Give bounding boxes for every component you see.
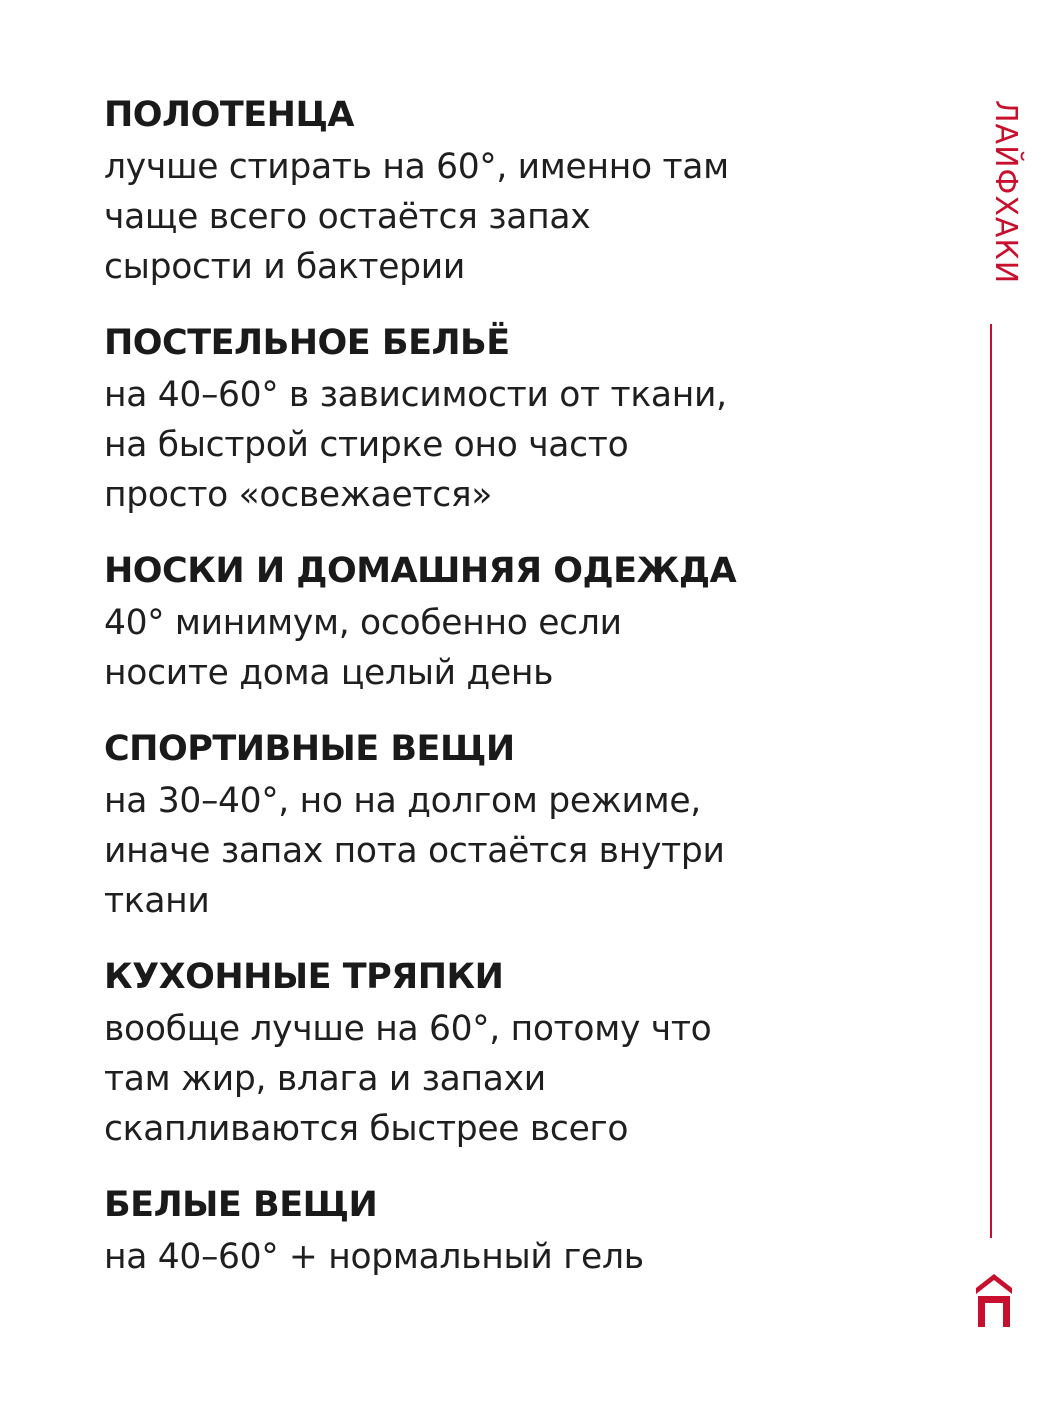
section-bed-linen — [104, 316, 924, 520]
section-text-line: чаще всего остаётся запах — [104, 197, 591, 237]
category-label: ЛАЙФХАКИ — [988, 100, 1023, 285]
section-text-line: скапливаются быстрее всего — [104, 1109, 629, 1149]
section-text-line: сырости и бактерии — [104, 247, 465, 287]
section-text-line: носите дома целый день — [104, 653, 554, 693]
section-text-line: иначе запах пота остаётся внутри — [104, 831, 725, 871]
house-roof-logo-icon — [974, 1272, 1014, 1328]
section-text-line: на 40–60° + нормальный гель — [104, 1237, 644, 1277]
section-text-line: лучше стирать на 60°, именно там — [104, 147, 729, 187]
section-title: СПОРТИВНЫЕ ВЕЩИ — [104, 729, 515, 769]
tips-list — [104, 88, 924, 1306]
section-text-line: 40° минимум, особенно если — [104, 603, 622, 643]
section-towels — [104, 88, 924, 292]
section-text-line: вообще лучше на 60°, потому что — [104, 1009, 712, 1049]
section-sportswear — [104, 722, 924, 926]
section-white-items — [104, 1178, 924, 1282]
section-title: БЕЛЫЕ ВЕЩИ — [104, 1185, 378, 1225]
section-text-line: на быстрой стирке оно часто — [104, 425, 629, 465]
section-title: ПОЛОТЕНЦА — [104, 95, 355, 135]
section-title: КУХОННЫЕ ТРЯПКИ — [104, 957, 504, 997]
section-text-line: на 30–40°, но на долгом режиме, — [104, 781, 701, 821]
section-title: ПОСТЕЛЬНОЕ БЕЛЬЁ — [104, 323, 510, 363]
section-socks-homewear — [104, 544, 924, 698]
section-text-line: там жир, влага и запахи — [104, 1059, 546, 1099]
section-text-line: на 40–60° в зависимости от ткани, — [104, 375, 727, 415]
section-kitchen-rags — [104, 950, 924, 1154]
side-divider-line — [990, 324, 992, 1238]
section-text-line: ткани — [104, 881, 210, 921]
section-title: НОСКИ И ДОМАШНЯЯ ОДЕЖДА — [104, 551, 737, 591]
section-text-line: просто «освежается» — [104, 475, 493, 515]
